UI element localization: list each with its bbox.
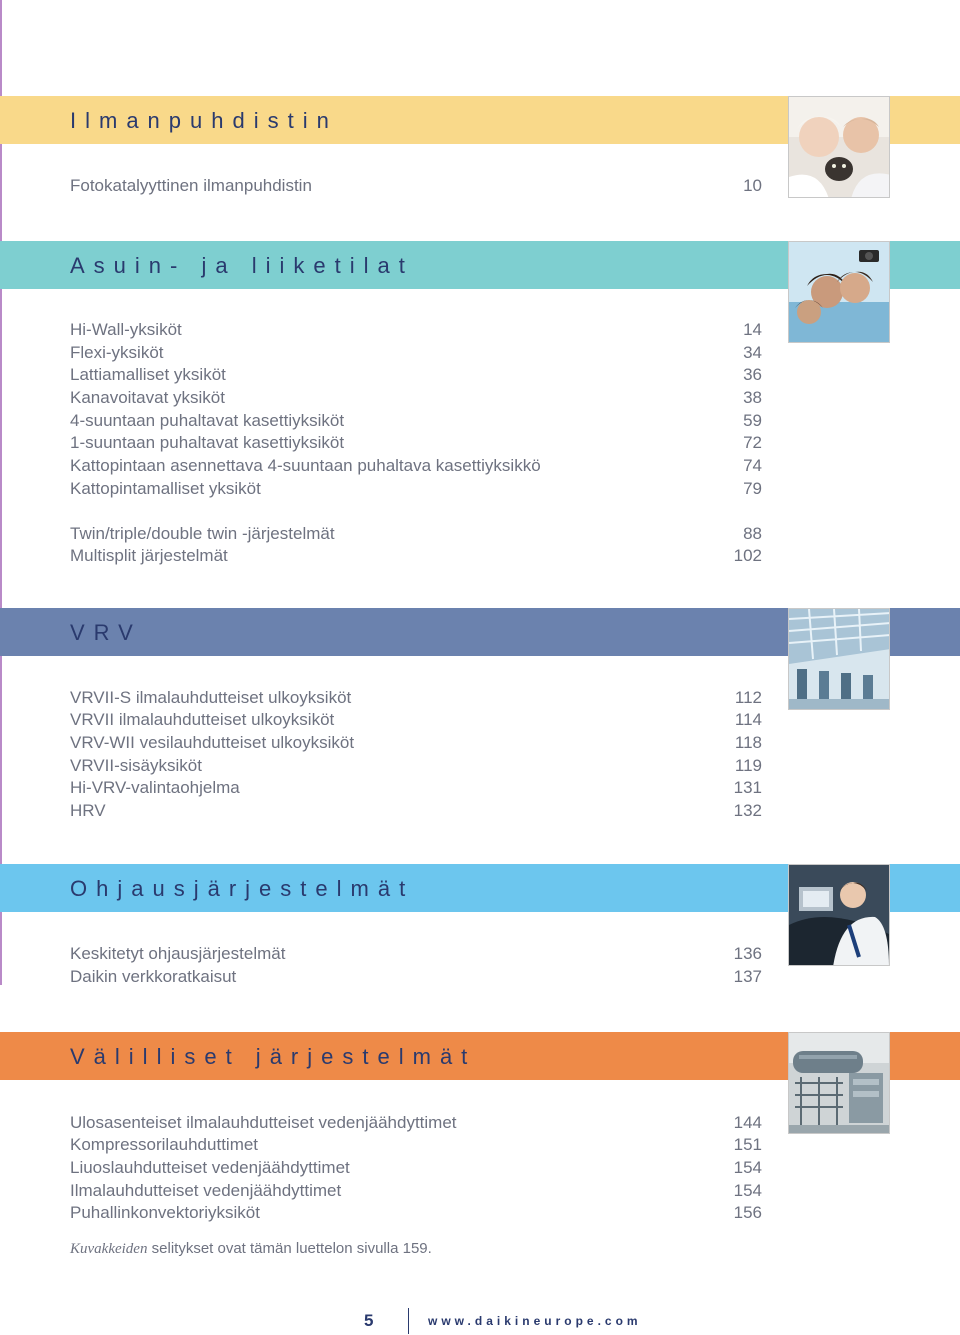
toc-entry[interactable]: [70, 732, 762, 754]
toc-entry-page: 144: [733, 1113, 762, 1132]
section-title: Asuin- ja liiketilat: [70, 253, 414, 278]
section-title: Ohjausjärjestelmät: [70, 876, 415, 901]
toc-entry-label: VRV-WII vesilauhdutteiset ulkoyksiköt: [70, 733, 355, 752]
toc-entry[interactable]: [70, 523, 762, 545]
toc-entry-page: 131: [733, 778, 762, 797]
footer-divider: [408, 1308, 409, 1334]
photo-family-with-cat: [788, 96, 890, 198]
toc-entry-label: Keskitetyt ohjausjärjestelmät: [70, 944, 286, 963]
toc-entry-page: 79: [743, 479, 762, 498]
toc-entry-page: 137: [733, 967, 762, 986]
toc-entry-label: Ulosasenteiset ilmalauhdutteiset vedenjäähdyttimet: [70, 1113, 457, 1132]
toc-entry[interactable]: [70, 777, 762, 799]
icon-legend-note: [70, 1240, 432, 1258]
toc-entry[interactable]: [70, 687, 762, 709]
toc-entry-label: 4-suuntaan puhaltavat kasettiyksiköt: [70, 411, 345, 430]
toc-entry-page: 114: [734, 710, 762, 729]
photo-group-of-young-people: [788, 241, 890, 343]
toc-entry[interactable]: [70, 943, 762, 965]
toc-entry-page: 59: [743, 411, 762, 430]
toc-entry[interactable]: [70, 966, 762, 988]
toc-entry-label: VRVII ilmalauhdutteiset ulkoyksiköt: [70, 710, 335, 729]
toc-entry-page: 154: [733, 1181, 762, 1200]
toc-entry-label: HRV: [70, 801, 106, 820]
toc-entry-page: 88: [743, 524, 762, 543]
section-title: Välilliset järjestelmät: [70, 1044, 477, 1069]
toc-entry-label: Puhallinkonvektoriyksiköt: [70, 1203, 260, 1222]
toc-entry-label: Fotokatalyyttinen ilmanpuhdistin: [70, 176, 312, 195]
toc-entry-label: Twin/triple/double twin -järjestelmät: [70, 524, 335, 543]
toc-entry-page: 118: [734, 733, 762, 752]
toc-entry[interactable]: [70, 410, 762, 432]
toc-entry[interactable]: [70, 755, 762, 777]
page-number: 5: [364, 1311, 374, 1330]
toc-entry-page: 136: [733, 944, 762, 963]
toc-entry[interactable]: [70, 1202, 762, 1224]
section-title: VRV: [70, 620, 142, 645]
toc-entry-label: Daikin verkkoratkaisut: [70, 967, 237, 986]
toc-entry-page: 38: [743, 388, 762, 407]
toc-entry[interactable]: [70, 432, 762, 454]
toc-entry[interactable]: [70, 175, 762, 197]
toc-entry-page: 151: [733, 1135, 762, 1154]
toc-entry-page: 74: [743, 456, 762, 475]
section-title: Ilmanpuhdistin: [70, 108, 338, 133]
toc-entry[interactable]: [70, 455, 762, 477]
toc-entry[interactable]: [70, 364, 762, 386]
toc-entry[interactable]: [70, 319, 762, 341]
toc-entry-label: Kattopintaan asennettava 4-suuntaan puhaltava kasettiyksikkö: [70, 456, 541, 475]
toc-entry-label: Kattopintamalliset yksiköt: [70, 479, 261, 498]
toc-entry-page: 34: [743, 343, 762, 362]
toc-entry-page: 132: [733, 801, 762, 820]
toc-entry-label: Liuoslauhdutteiset vedenjäähdyttimet: [70, 1158, 350, 1177]
toc-entry-label: Ilmalauhdutteiset vedenjäähdyttimet: [70, 1181, 342, 1200]
toc-entry[interactable]: [70, 1134, 762, 1156]
photo-building-interior: [788, 608, 890, 710]
photo-man-with-laptop: [788, 864, 890, 966]
toc-entry-page: 72: [743, 433, 762, 452]
toc-entry-label: Hi-VRV-valintaohjelma: [70, 778, 240, 797]
left-edge-rule: [0, 0, 2, 985]
toc-entry-label: Hi-Wall-yksiköt: [70, 320, 182, 339]
toc-entry[interactable]: [70, 1180, 762, 1202]
toc-entry-label: Lattiamalliset yksiköt: [70, 365, 226, 384]
toc-entry-page: 156: [733, 1203, 762, 1222]
toc-entry-label: Multisplit järjestelmät: [70, 546, 228, 565]
toc-entry[interactable]: [70, 387, 762, 409]
toc-entry-label: VRVII-S ilmalauhdutteiset ulkoyksiköt: [70, 688, 352, 707]
toc-entry-label: Kompressorilauhduttimet: [70, 1135, 259, 1154]
toc-entry[interactable]: [70, 800, 762, 822]
note-emphasis: Kuvakkeiden: [70, 1241, 148, 1257]
toc-entry-label: 1-suuntaan puhaltavat kasettiyksiköt: [70, 433, 345, 452]
toc-entry[interactable]: [70, 478, 762, 500]
toc-entry-page: 36: [743, 365, 762, 384]
photo-industrial-chiller-plant: [788, 1032, 890, 1134]
toc-entry-page: 154: [733, 1158, 762, 1177]
toc-entry-page: 112: [734, 688, 762, 707]
toc-entry[interactable]: [70, 545, 762, 567]
toc-entry-page: 10: [743, 176, 762, 195]
footer-website-link[interactable]: www.daikineurope.com: [428, 1314, 642, 1328]
toc-entry[interactable]: [70, 1157, 762, 1179]
toc-entry-label: VRVII-sisäyksiköt: [70, 756, 202, 775]
note-text: selitykset ovat tämän luettelon sivulla 159.: [151, 1240, 432, 1257]
toc-entry[interactable]: [70, 709, 762, 731]
toc-entry-label: Flexi-yksiköt: [70, 343, 164, 362]
toc-entry-label: Kanavoitavat yksiköt: [70, 388, 225, 407]
toc-entry-page: 119: [734, 756, 762, 775]
toc-entry-page: 14: [743, 320, 762, 339]
toc-entry[interactable]: [70, 1112, 762, 1134]
toc-entry[interactable]: [70, 342, 762, 364]
toc-entry-page: 102: [733, 546, 762, 565]
